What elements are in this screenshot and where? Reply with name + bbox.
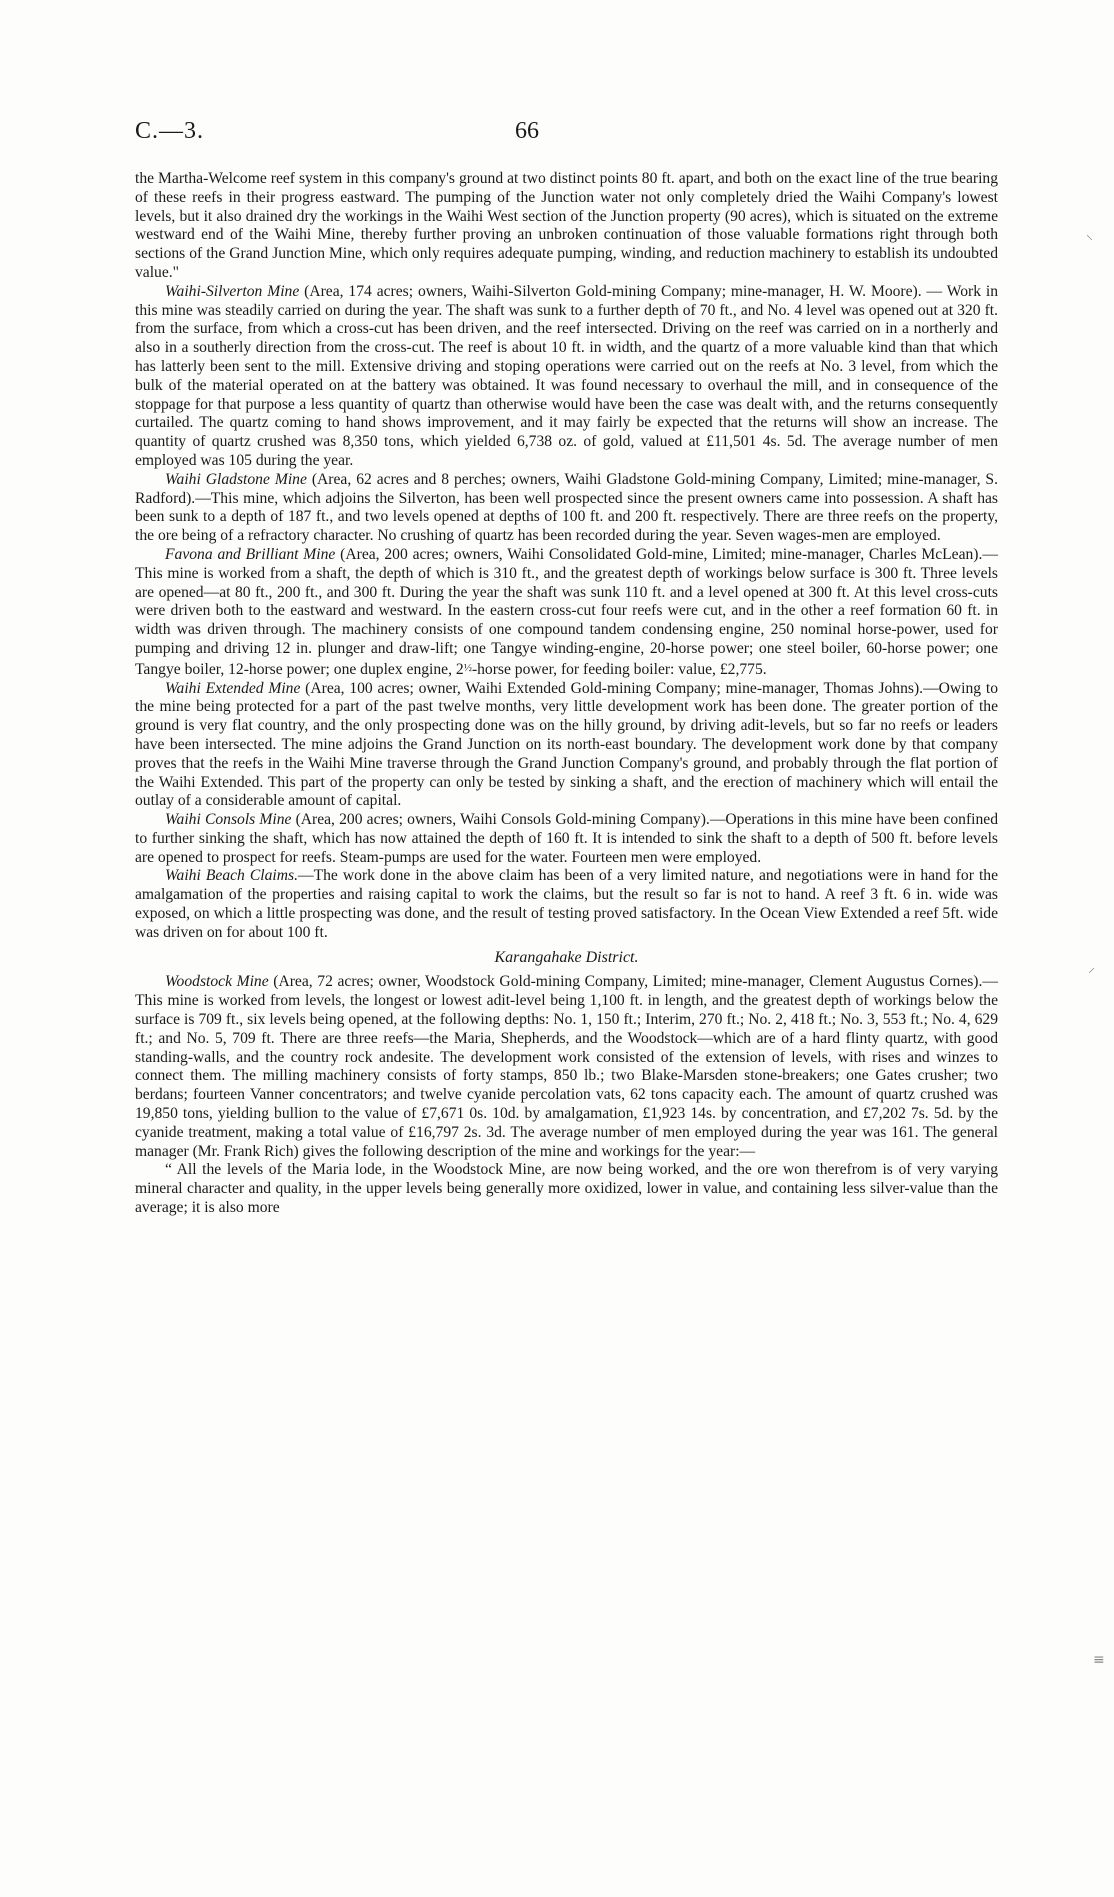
gladstone-paragraph <box>135 471 998 546</box>
margin-scan-mark: ≡ <box>1093 1652 1105 1668</box>
gladstone-text: (Area, 62 acres and 8 perches; owners, Waihi Gladstone Gold-mining Company, Limited; mine-manager, S. Radford).—This mine, which adjoins the Silverton, has been well prospected since the present owners came into possession. A shaft has been sunk to a depth of 187 ft., and two levels opened at depths of 100 ft. and 200 ft. respectively. There are three reefs on the property, the ore being of a refractory character. No crushing of quartz has been recorded during the year. Seven wages-men are employed. <box>135 470 998 545</box>
favona-paragraph <box>135 546 998 680</box>
extended-paragraph <box>135 680 998 812</box>
consols-paragraph <box>135 811 998 867</box>
silverton-text: (Area, 174 acres; owners, Waihi-Silverton Gold-mining Company; mine-manager, H. W. Moore). — Work in this mine was steadily carried on during the year. The shaft was sunk to a further depth of 70 ft., and No. 4 level was opened out at 320 ft. from the surface, from which a cross-cut has been driven, and the reef intersected. Driving on the reef was carried on in a northerly and also in a southerly direction from the cross-cut. The reef is about 10 ft. in width, and the quartz of a more valuable kind than that which has latterly been sent to the mill. Extensive driving and stoping operations were carried out on the reefs at No. 3 level, from which the bulk of the material operated on at the battery was obtained. It was found necessary to overhaul the mill, and in consequence of the stoppage for that purpose a less quantity of quartz than otherwise would have been the case was dealt with, and the returns consequently curtailed. The quartz coming to hand shows improvement, and it may fairly be expected that the returns will show an increase. The quantity of quartz crushed was 8,350 tons, which yielded 6,738 oz. of gold, valued at £11,501 4s. 5d. The average number of men employed was 105 during the year. <box>135 282 999 469</box>
gladstone-mine-name: Waihi Gladstone Mine <box>165 470 307 488</box>
page-body <box>135 170 998 1218</box>
beach-paragraph <box>135 867 998 942</box>
favona-fraction: ½ <box>463 661 472 674</box>
extended-mine-name: Waihi Extended Mine <box>165 679 301 697</box>
favona-mine-name: Favona and Brilliant Mine <box>165 545 336 563</box>
beach-claims-name: Waihi Beach Claims. <box>165 867 298 885</box>
silverton-paragraph <box>135 283 998 471</box>
intro-paragraph: the Martha-Welcome reef system in this company's ground at two distinct points 80 ft. apart, and both on the exact line of the true bearing of these reefs in their progress eastward. The pumping of the Junction water not only completely dried the Waihi Company's lowest levels, but it also drained dry the workings in the Waihi West section of the Junction property (90 acres), which is situated on the extreme westward end of the Waihi Mine, thereby further proving an unbroken continuation of those valuable formations right through both sections of the Grand Junction Mine, which only requires adequate pumping, winding, and reduction machinery to establish its undoubted value." <box>135 170 998 281</box>
page-number: 66 <box>515 118 539 144</box>
document-reference: C.—3. <box>135 118 205 144</box>
district-heading: Karangahake District. <box>494 948 639 966</box>
favona-text-a: (Area, 200 acres; owners, Waihi Consolidated Gold-mine, Limited; mine-manager, Charles McLean).—This mine is worked from a shaft, the depth of which is 310 ft., and the greatest depth of workings below surface is 300 ft. Three levels are opened—at 80 ft., 200 ft., and 300 ft. During the year the shaft was sunk 110 ft. and a level opened at 300 ft. At this level cross-cuts were driven both to the eastward and westward. In the eastern cross-cut four reefs were cut, and in the other a reef formation 60 ft. in width was driven through. The machinery consists of one compound tandem condensing engine, 250 nominal horse-power, used for pumping and driving 12 in. plunger and draw-lift; one Tangye winding-engine, 20-horse power; one steel boiler, 60-horse power; one Tangye boiler, 12-horse power; one duplex engine, 2 <box>135 545 998 678</box>
silverton-mine-name: Waihi-Silverton Mine <box>165 282 300 300</box>
page-header <box>135 118 995 154</box>
margin-scan-mark: ⸜ <box>1086 227 1093 243</box>
woodstock-text: (Area, 72 acres; owner, Woodstock Gold-mining Company, Limited; mine-manager, Clement Augustus Cornes).—This mine is worked from levels, the longest or lowest adit-level being 1,100 ft. in length, and the greatest depth of workings below the surface is 709 ft., six levels being opened, at the following depths: No. 1, 150 ft.; Interim, 270 ft.; No. 2, 418 ft.; No. 3, 553 ft.; No. 4, 629 ft.; and No. 5, 709 ft. There are three reefs—the Maria, Shepherds, and the Woodstock—which are of a hard flinty quartz, with good standing-walls, and the country rock andesite. The development work consisted of the extension of levels, with rises and winzes to connect them. The milling machinery consists of forty stamps, 850 lb.; two Blake-Marsden stone-breakers; one Gates crusher; two berdans; fourteen Vanner concentrators; and twelve cyanide percolation vats, 62 tons capacity each. The amount of quartz crushed was 19,850 tons, yielding bullion to the value of £7,671 0s. 10d. by amalgamation, £1,923 14s. by concentration, and £7,202 7s. 5d. by the cyanide treatment, making a total value of £16,797 2s. 3d. The average number of men employed during the year was 161. The general manager (Mr. Frank Rich) gives the following description of the mine and workings for the year:— <box>135 973 998 1160</box>
quote-paragraph: “ All the levels of the Maria lode, in the Woodstock Mine, are now being worked, and the ore won therefrom is of very varying mineral character and quality, in the upper levels being generally more oxidized, lower in value, and containing less silver-value than the average; it is also more <box>135 1161 998 1217</box>
margin-scan-mark: ⸝ <box>1088 960 1095 976</box>
consols-text: (Area, 200 acres; owners, Waihi Consols Gold-mining Company).—Operations in this mine have been confined to further sinking the shaft, which has now attained the depth of 160 ft. It is intended to sink the shaft to a depth of 500 ft. before levels are opened to prospect for reefs. Steam-pumps are used for the water. Fourteen men were employed. <box>135 811 998 866</box>
woodstock-mine-name: Woodstock Mine <box>165 973 269 991</box>
consols-mine-name: Waihi Consols Mine <box>165 811 292 829</box>
woodstock-paragraph <box>135 973 998 1161</box>
extended-text: (Area, 100 acres; owner, Waihi Extended Gold-mining Company; mine-manager, Thomas Johns).—Owing to the mine being protected for a part of the past twelve months, very little development work has been done. The greater portion of the ground is very flat country, and the only prospecting done was on the hilly ground, by driving adit-levels, but so far no reefs or leaders have been intersected. The mine adjoins the Grand Junction on its north-east boundary. The development work done by that company proves that the reefs in the Waihi Mine traverse through the Grand Junction Company's ground, and probably through the flat portion of the Waihi Extended. This part of the property can only be tested by sinking a shaft, and the erection of machinery which will entail the outlay of a considerable amount of capital. <box>135 679 999 810</box>
beach-text: —The work done in the above claim has been of a very limited nature, and negotiations were in hand for the amalgamation of the properties and raising capital to work the claims, but the result so far is not to hand. A reef 3 ft. 6 in. wide was exposed, on which a little prospecting was done, and the result of testing proved satisfactory. In the Ocean View Extended a reef 5ft. wide was driven on for about 100 ft. <box>135 867 999 941</box>
favona-text-b: -horse power, for feeding boiler: value, £2,775. <box>471 660 767 678</box>
